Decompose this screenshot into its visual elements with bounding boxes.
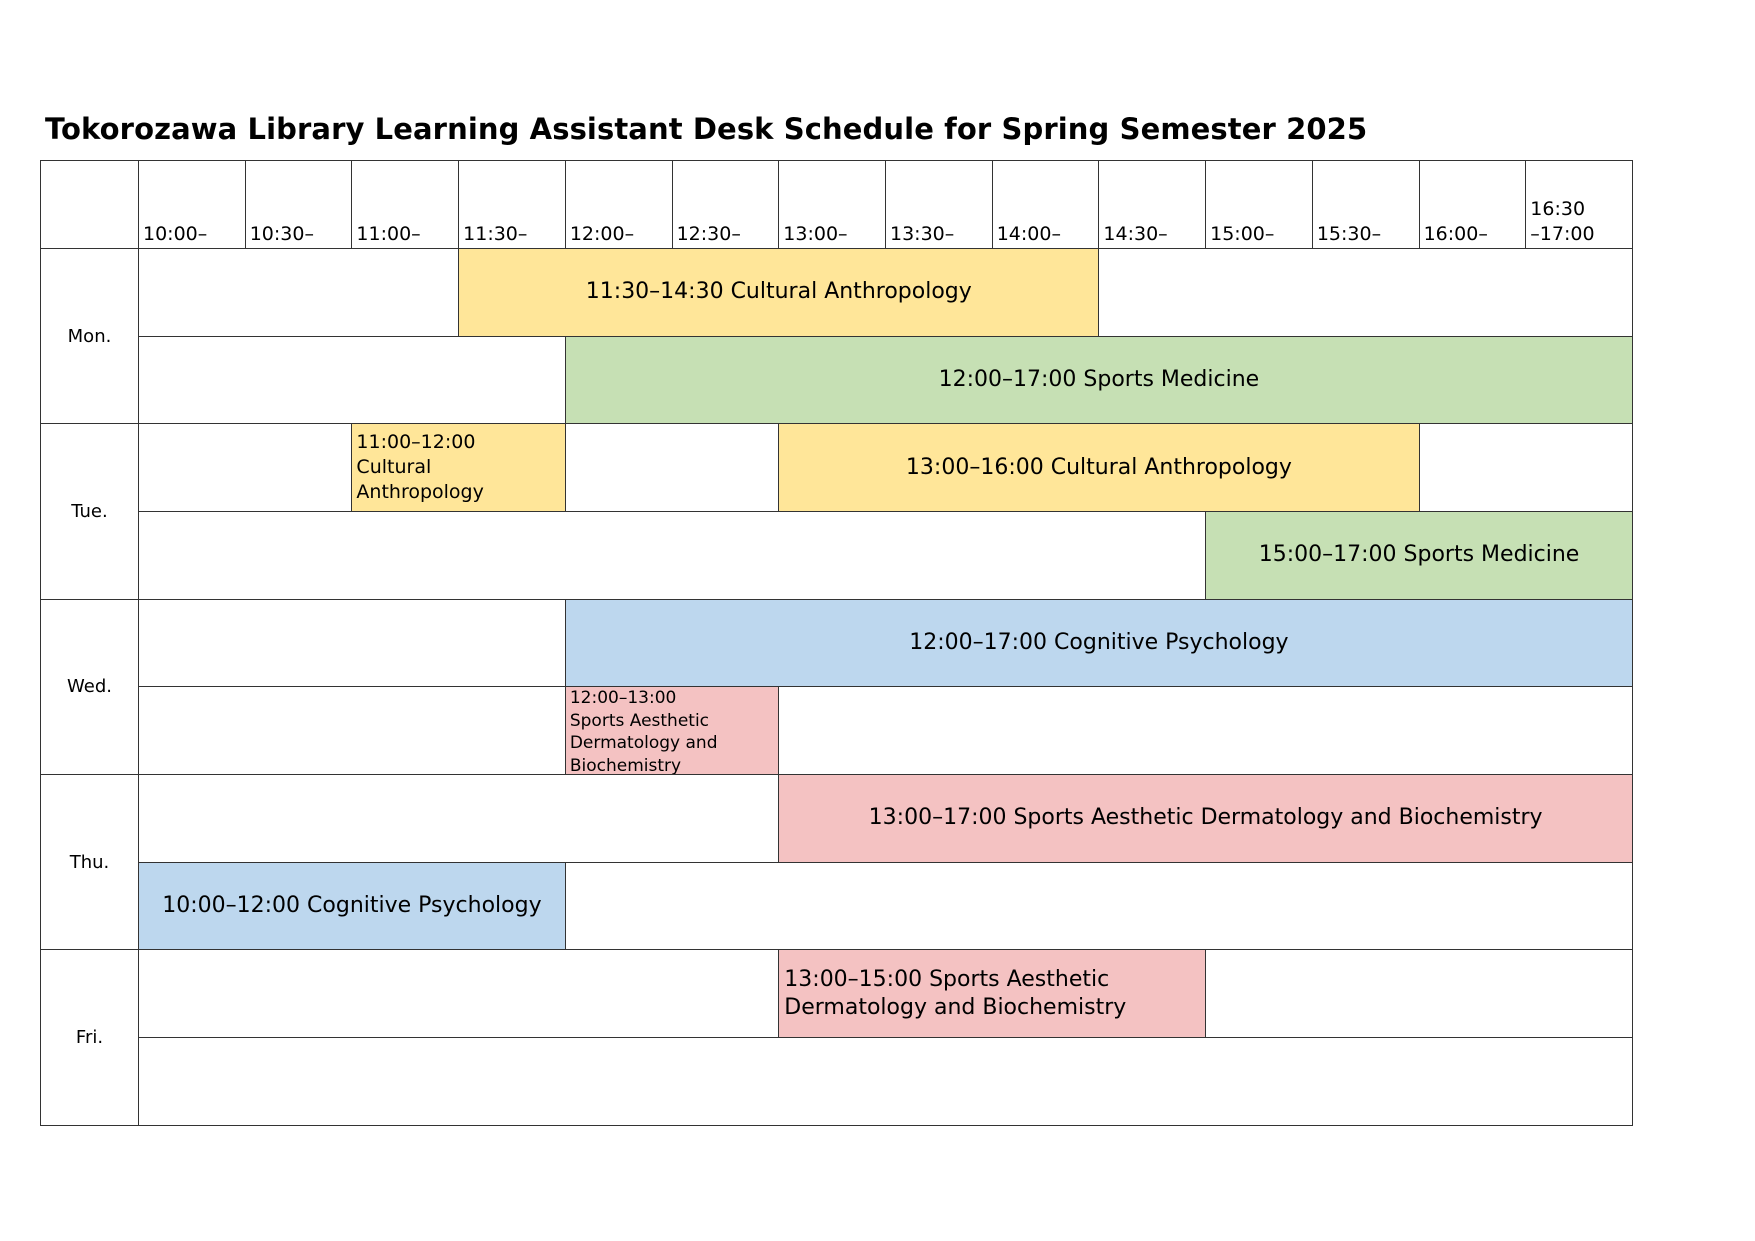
- time-slot-header: [885, 160, 993, 249]
- time-slot-header: [245, 160, 353, 249]
- time-slot-header: [992, 160, 1100, 249]
- page-title: Tokorozawa Library Learning Assistant Desk Schedule for Spring Semester 2025: [45, 112, 1368, 146]
- time-slot-header: [778, 160, 886, 249]
- session-block: [778, 423, 1419, 512]
- session-label: 15:00–17:00 Sports Medicine: [1258, 542, 1580, 568]
- day-label-mon: [40, 248, 139, 424]
- time-slot-header: [138, 160, 246, 249]
- time-slot-label: 11:30–: [463, 223, 528, 245]
- day-label-fri: [40, 949, 139, 1125]
- time-slot-header: [1525, 160, 1633, 249]
- time-slot-header: [672, 160, 780, 249]
- time-slot-label: 11:00–: [356, 223, 421, 245]
- time-slot-label: 12:30–: [676, 223, 741, 245]
- session-block: [351, 423, 565, 512]
- session-label: 11:00–12:00 Cultural Anthropology: [356, 431, 484, 504]
- session-block: [778, 949, 1206, 1038]
- time-slot-label: 14:00–: [996, 223, 1061, 245]
- session-block: [1205, 511, 1633, 600]
- session-label: 12:00–17:00 Cognitive Psychology: [909, 629, 1289, 655]
- day-label-text: Fri.: [75, 1026, 104, 1048]
- time-slot-label: 12:00–: [569, 223, 635, 245]
- time-slot-header: [458, 160, 566, 249]
- day-label-text: Tue.: [71, 500, 108, 522]
- time-slot-label: 16:00–: [1423, 223, 1488, 245]
- header-corner-cell: [40, 160, 139, 249]
- session-label: 12:00–13:00 Sports Aesthetic Dermatology and Biochemistry: [569, 688, 718, 775]
- day-label-thu: [40, 774, 139, 950]
- time-slot-label: 10:30–: [249, 223, 314, 245]
- session-label: 13:00–17:00 Sports Aesthetic Dermatology and Biochemistry: [868, 805, 1543, 831]
- time-slot-label: –17:00: [1530, 223, 1595, 245]
- day-label-text: Thu.: [69, 851, 110, 873]
- day-label-wed: [40, 599, 139, 775]
- time-slot-header: [565, 160, 673, 249]
- time-slot-label: 14:30–: [1103, 223, 1168, 245]
- session-label: 13:00–16:00 Cultural Anthropology: [905, 454, 1292, 480]
- day-label-tue: [40, 423, 139, 599]
- session-label: 12:00–17:00 Sports Medicine: [938, 366, 1260, 392]
- session-block: [565, 336, 1633, 425]
- session-label: 13:00–15:00 Sports Aesthetic Dermatology and Biochemistry: [784, 966, 1127, 1020]
- session-block: [565, 599, 1633, 688]
- session-label: 10:00–12:00 Cognitive Psychology: [162, 892, 542, 918]
- time-slot-label: 15:00–: [1210, 223, 1275, 245]
- time-slot-header: [1205, 160, 1313, 249]
- time-slot-header: [1312, 160, 1420, 249]
- session-block: [138, 862, 566, 951]
- schedule-row: [138, 1037, 1633, 1126]
- day-label-text: Wed.: [67, 676, 112, 698]
- time-slot-label: 13:00–: [783, 223, 848, 245]
- time-slot-label: 15:30–: [1316, 223, 1382, 245]
- time-slot-label: 10:00–: [143, 223, 208, 245]
- session-label: 11:30–14:30 Cultural Anthropology: [585, 279, 972, 305]
- schedule-row: [138, 686, 1633, 775]
- time-slot-label: 13:30–: [889, 223, 955, 245]
- time-slot-label: 16:30: [1530, 198, 1586, 220]
- time-slot-header: [351, 160, 459, 249]
- day-label-text: Mon.: [67, 325, 112, 347]
- time-slot-header: [1419, 160, 1527, 249]
- session-block: [458, 248, 1099, 337]
- session-block: [565, 686, 779, 775]
- time-slot-header: [1098, 160, 1206, 249]
- session-block: [778, 774, 1633, 863]
